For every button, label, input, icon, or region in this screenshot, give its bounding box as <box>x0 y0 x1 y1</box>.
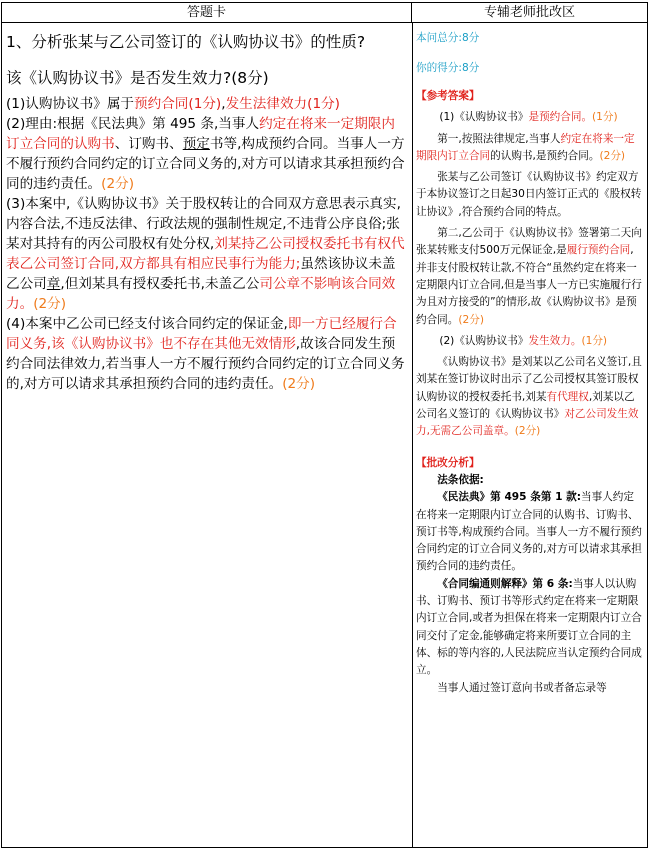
answer-card-header: 答题卡 <box>2 3 412 23</box>
law-body: 当事人以认购书、订购书、预订书等形式约定在将来一定期限内订立合同,或者为担保在将来一定期限内订立合同交付了定金,能够确定将来所要订立合同的主体、标的等内容的,人民法院应当认定预约合同成立。 <box>416 577 642 677</box>
reference-answer-2 <box>416 131 642 166</box>
law-title: 《合同编通则解释》第 6 条: <box>437 577 573 590</box>
law-citation-2 <box>416 576 642 680</box>
grading-analysis-heading: 【批改分析】 <box>416 456 480 469</box>
answer-paragraph-2 <box>6 114 406 194</box>
law-body: 当事人约定在将来一定期限内订立合同的认购书、订购书、预订书等,构成预约合同。当事人一方不履行预约合同约定的订立合同义务的,对方可以请求其承担预约合同的违约责任。 <box>416 491 642 573</box>
underlined-correction: 预定 <box>182 136 210 152</box>
text: ,但刘某具有授权委托书,未盖乙公 <box>60 276 260 292</box>
underlined-correction: 章 <box>46 276 61 292</box>
text: (2)《认购协议书》 <box>439 334 529 347</box>
highlight: 即一方已经履行合同义务,该《认购协议书》也不存在其他无效情形 <box>6 316 397 352</box>
score-mark: (2分) <box>101 176 135 192</box>
highlight: 司公章不影响该合同效力。 <box>6 276 396 312</box>
score-mark: (2分) <box>514 425 541 438</box>
reference-answer-6 <box>416 354 642 440</box>
score-mark: (1分) <box>581 334 608 347</box>
reference-answer-4 <box>416 225 642 329</box>
reference-answer-5 <box>416 333 642 350</box>
score-mark: (2分) <box>599 149 626 162</box>
text: 书等,构成预约合同。当事人一方不履行预约合同约定的订立合同义务的,对方可以请求其承担预约合同的违约责任。 <box>6 136 405 192</box>
total-score: 本问总分:8分 <box>416 32 480 44</box>
answer-column <box>6 26 406 394</box>
reference-answer-3: 张某与乙公司签订《认购协议书》约定双方于本协议签订之日起30日内签订正式的《股权转让协议》,符合预约合同的特点。 <box>416 171 642 218</box>
highlight: 履行预约合同 <box>566 244 631 257</box>
highlight: 约定在将来一定期限内订立合同 <box>416 132 635 162</box>
grading-column <box>416 28 642 697</box>
score-mark: (2分) <box>33 296 67 312</box>
highlight: 发生法律效力(1分) <box>225 96 340 112</box>
text: (4)本案中乙公司已经支付该合同约定的保证金, <box>6 316 288 332</box>
text: (1)《认购协议书》 <box>439 111 529 124</box>
text: , <box>221 96 226 112</box>
column-divider <box>412 23 413 847</box>
text: ,并非支付股权转让款,不符合“虽然约定在将来一定期限内订立合同,但是当事人一方已实施履行行为且对方接受的”的情形,故《认购协议书》是预约合同。 <box>416 244 642 326</box>
score-mark: (1分) <box>592 111 618 124</box>
text: (3)本案中,《认购协议书》关于股权转让的合同双方意思表示真实,内容合法,不违反法律、行政法规的强制性规定,不违背公序良俗;张某对其持有的丙公司股权有处分权, <box>6 196 401 252</box>
law-citation-3: 当事人通过签订意向书或者备忘录等 <box>437 681 607 694</box>
text: 《认购协议书》是刘某以乙公司名义签订,且刘某在签订协议时出示了乙公司授权其签订股权认购协议的授权委托书,刘某 <box>416 356 642 403</box>
text: 第一,按照法律规定,当事人 <box>437 132 561 145</box>
law-citation-1 <box>416 489 642 575</box>
highlight: 对乙公司发生效力,无需乙公司盖章。 <box>416 408 639 438</box>
legal-basis-label: 法条依据: <box>437 473 484 486</box>
highlight: 发生效力。 <box>528 334 582 347</box>
question-title: 1、分析张某与乙公司签订的《认购协议书》的性质? <box>6 33 366 51</box>
highlight: 是预约合同。 <box>528 111 593 124</box>
answer-paragraph-1 <box>6 94 406 114</box>
reference-answer-heading: 【参考答案】 <box>416 90 480 102</box>
your-score: 你的得分:8分 <box>416 62 480 74</box>
sub-question: 该《认购协议书》是否发生效力?(8分) <box>6 69 269 87</box>
highlight: 约定在将来一定期限内订立合同的认购书 <box>6 116 395 152</box>
highlight: 有代理权 <box>546 390 589 403</box>
highlight: 刘某持乙公司授权委托书有权代表乙公司签订合同,双方都具有相应民事行为能力; <box>6 236 405 272</box>
law-title: 《民法典》第 495 条第 1 款: <box>437 491 582 504</box>
answer-paragraph-3 <box>6 194 406 314</box>
text: (2)理由:根据《民法典》第 495 条,当事人 <box>6 116 260 132</box>
text: ,刘某以乙公司名义签订的《认购协议书》 <box>416 390 635 421</box>
highlight: 预约合同(1分) <box>134 96 222 112</box>
score-mark: (2分) <box>282 376 316 392</box>
text: 虽然该协议未盖乙公司 <box>6 256 396 292</box>
text: (1)认购协议书》属于 <box>6 96 135 112</box>
text: 的认购书,是预约合同。 <box>490 149 600 162</box>
score-mark: (2分) <box>458 313 484 326</box>
text: 、订购书、 <box>114 136 183 152</box>
answer-paragraph-4 <box>6 314 406 394</box>
grading-area-header: 专辅老师批改区 <box>412 3 647 23</box>
text: 第二,乙公司于《认购协议书》签署第二天向张某转账支付500万元保证金,是 <box>416 227 642 257</box>
text: ,故该合同发生预约合同法律效力,若当事人一方不履行预约合同约定的订立合同义务的,对方可以请求其承担预约合同的违约责任。 <box>6 336 405 392</box>
reference-answer-1 <box>416 109 642 126</box>
